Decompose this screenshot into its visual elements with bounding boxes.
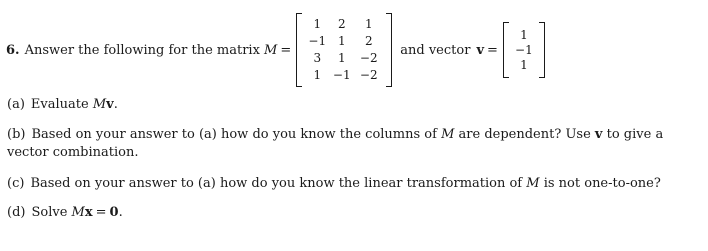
part-a xyxy=(7,96,118,114)
matrix-right-bracket xyxy=(386,13,392,87)
part-a-period: . xyxy=(113,97,118,112)
matrix-entry: −1 xyxy=(332,67,351,82)
matrix-entry: 3 xyxy=(313,50,322,65)
part-b xyxy=(7,126,697,162)
part-d-equals: = xyxy=(95,205,107,220)
matrix-entry: 2 xyxy=(364,33,373,48)
problem-intro: Answer the following for the matrix xyxy=(24,42,260,58)
vector-entry: 1 xyxy=(520,58,528,72)
matrix-entry: 1 xyxy=(364,16,373,31)
matrix-entry: −2 xyxy=(359,67,378,82)
vector-entry: −1 xyxy=(515,43,533,57)
part-d-period: . xyxy=(118,205,123,220)
and-vector-text: and vector xyxy=(400,42,471,58)
vector-name: v xyxy=(476,42,484,58)
part-c-text-2: is not one-to-one? xyxy=(543,176,661,191)
part-b-text-3: to give a vector combination. xyxy=(7,127,664,160)
part-d-text: Solve xyxy=(31,205,68,220)
matrix-entry: −2 xyxy=(359,50,378,65)
part-c-M: M xyxy=(526,176,540,191)
matrix-entry: 1 xyxy=(337,50,346,65)
part-c-text: Based on your answer to (a) how do you know the linear transformation of xyxy=(30,176,523,191)
part-b-text-2: are dependent? Use xyxy=(458,127,591,142)
matrix-M xyxy=(296,13,392,87)
problem-statement xyxy=(6,13,545,87)
problem-number: 6. xyxy=(6,42,20,58)
part-b-label: (b) xyxy=(7,127,26,142)
equals-sign: = xyxy=(280,42,292,58)
equals-sign-2: = xyxy=(487,42,498,58)
matrix-entry: −1 xyxy=(308,33,327,48)
part-d-M: M xyxy=(71,205,85,220)
part-d xyxy=(7,204,123,222)
part-d-zero: 0 xyxy=(109,205,119,220)
part-d-label: (d) xyxy=(7,205,26,220)
vector-right-bracket xyxy=(539,22,545,78)
part-a-label: (a) xyxy=(7,97,25,112)
part-c-label: (c) xyxy=(7,176,25,191)
part-b-v: v xyxy=(594,127,603,142)
part-a-v: v xyxy=(106,97,114,112)
part-b-text: Based on your answer to (a) how do you know the columns of xyxy=(31,127,437,142)
vector-v xyxy=(503,22,545,78)
part-d-x: x xyxy=(84,205,93,220)
part-c xyxy=(7,175,661,193)
part-a-M: M xyxy=(92,97,107,112)
matrix-entry: 2 xyxy=(337,16,346,31)
vector-entry: 1 xyxy=(520,28,528,42)
vector-entries xyxy=(509,22,539,78)
matrix-entry: 1 xyxy=(337,33,346,48)
matrix-entry: 1 xyxy=(313,16,322,31)
part-b-M: M xyxy=(441,127,455,142)
matrix-entry: 1 xyxy=(313,67,322,82)
matrix-entries xyxy=(302,13,386,87)
matrix-name: M xyxy=(264,42,278,58)
part-a-text: Evaluate xyxy=(30,97,89,112)
